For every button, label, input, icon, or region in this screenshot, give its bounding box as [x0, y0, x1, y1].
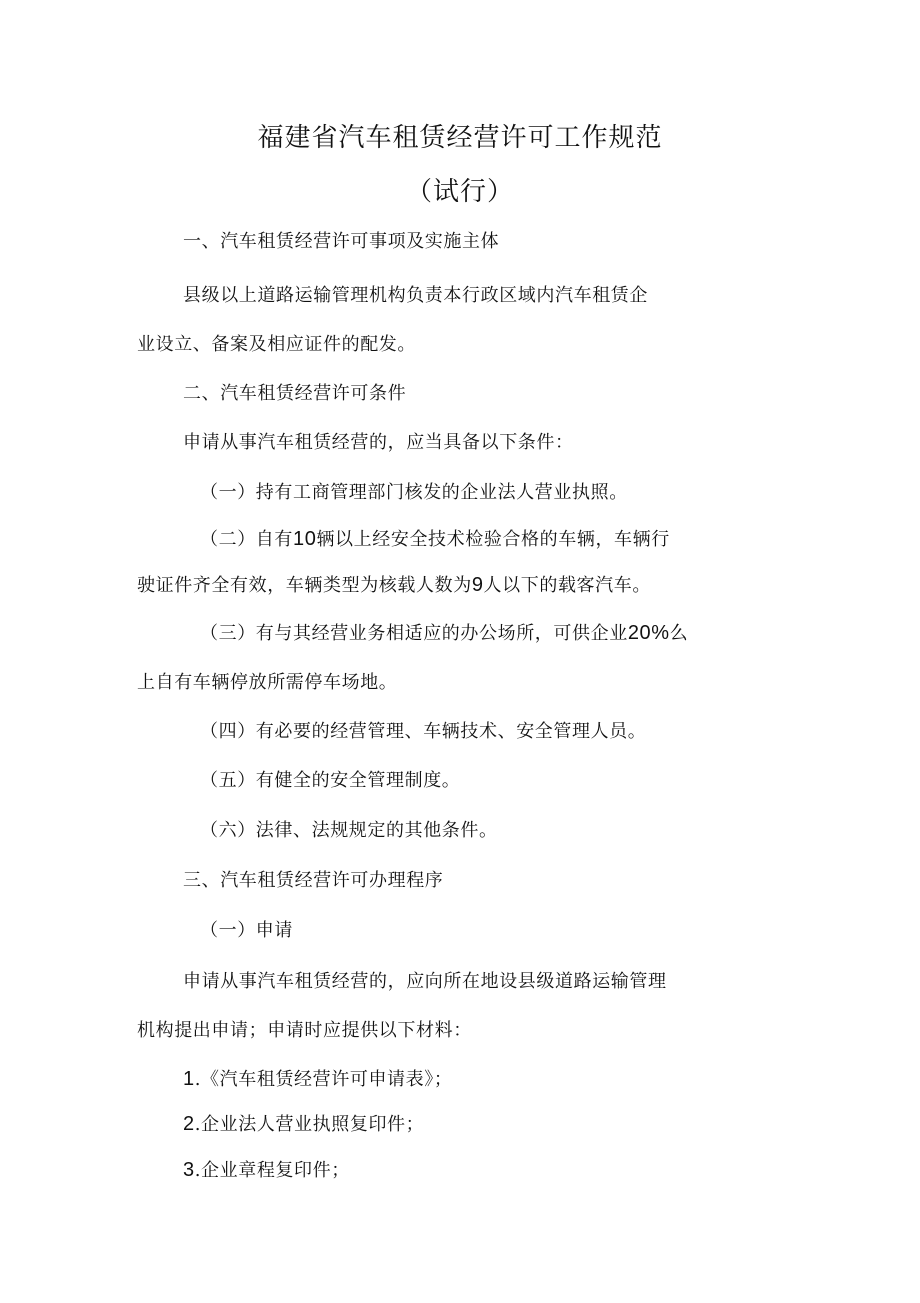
condition-2-vehicle-count: 10 [293, 528, 317, 550]
condition-3-line1 [200, 621, 688, 646]
document-title: 福建省汽车租赁经营许可工作规范 [257, 123, 663, 153]
section2-heading: 二、汽车租赁经营许可条件 [183, 383, 407, 404]
material-item-3-number: 3 [183, 1159, 195, 1181]
apply-line1: 申请从事汽车租赁经营的，应向所在地设县级道路运输管理 [183, 971, 667, 992]
condition-3-line2: 上自有车辆停放所需停车场地。 [137, 672, 398, 693]
condition-2-line2-prefix: 驶证件齐全有效，车辆类型为核载人数为 [137, 575, 472, 596]
material-item-3-text: .企业章程复印件； [194, 1160, 350, 1181]
condition-2-line2-rest: 人以下的载客汽车。 [483, 575, 651, 596]
condition-2-seat-count: 9 [471, 574, 484, 596]
material-item-2 [183, 1112, 424, 1137]
condition-2-line2 [137, 573, 651, 598]
material-item-1-text: .《汽车租赁经营许可申请表》； [194, 1069, 453, 1090]
section1-body-line1: 县级以上道路运输管理机构负责本行政区域内汽车租赁企 [183, 285, 648, 306]
material-item-1-number: 1 [183, 1068, 195, 1090]
material-item-2-number: 2 [183, 1113, 195, 1135]
apply-line2: 机构提出申请；申请时应提供以下材料： [137, 1020, 472, 1041]
subsection-1-heading: （一）申请 [200, 920, 293, 941]
condition-5: （五）有健全的安全管理制度。 [200, 770, 461, 791]
section1-heading: 一、汽车租赁经营许可事项及实施主体 [183, 231, 500, 252]
material-item-2-text: .企业法人营业执照复印件； [194, 1114, 425, 1135]
document-subtitle: （试行） [405, 177, 514, 207]
section2-intro: 申请从事汽车租赁经营的，应当具备以下条件： [183, 432, 574, 453]
condition-3-suffix: 么 [669, 623, 689, 644]
section3-heading: 三、汽车租赁经营许可办理程序 [183, 870, 444, 891]
condition-3-percent: 20% [627, 622, 670, 644]
material-item-1 [183, 1067, 452, 1092]
material-item-3 [183, 1158, 350, 1183]
condition-2-line1 [200, 527, 670, 552]
condition-3-prefix: （三）有与其经营业务相适应的办公场所，可供企业 [200, 623, 628, 644]
condition-2-rest: 辆以上经安全技术检验合格的车辆，车辆行 [316, 529, 670, 550]
condition-1: （一）持有工商管理部门核发的企业法人营业执照。 [200, 482, 628, 503]
condition-2-prefix: （二）自有 [200, 529, 293, 550]
section1-body-line2: 业设立、备案及相应证件的配发。 [137, 334, 416, 355]
condition-4: （四）有必要的经营管理、车辆技术、安全管理人员。 [200, 721, 647, 742]
condition-6: （六）法律、法规规定的其他条件。 [200, 820, 498, 841]
